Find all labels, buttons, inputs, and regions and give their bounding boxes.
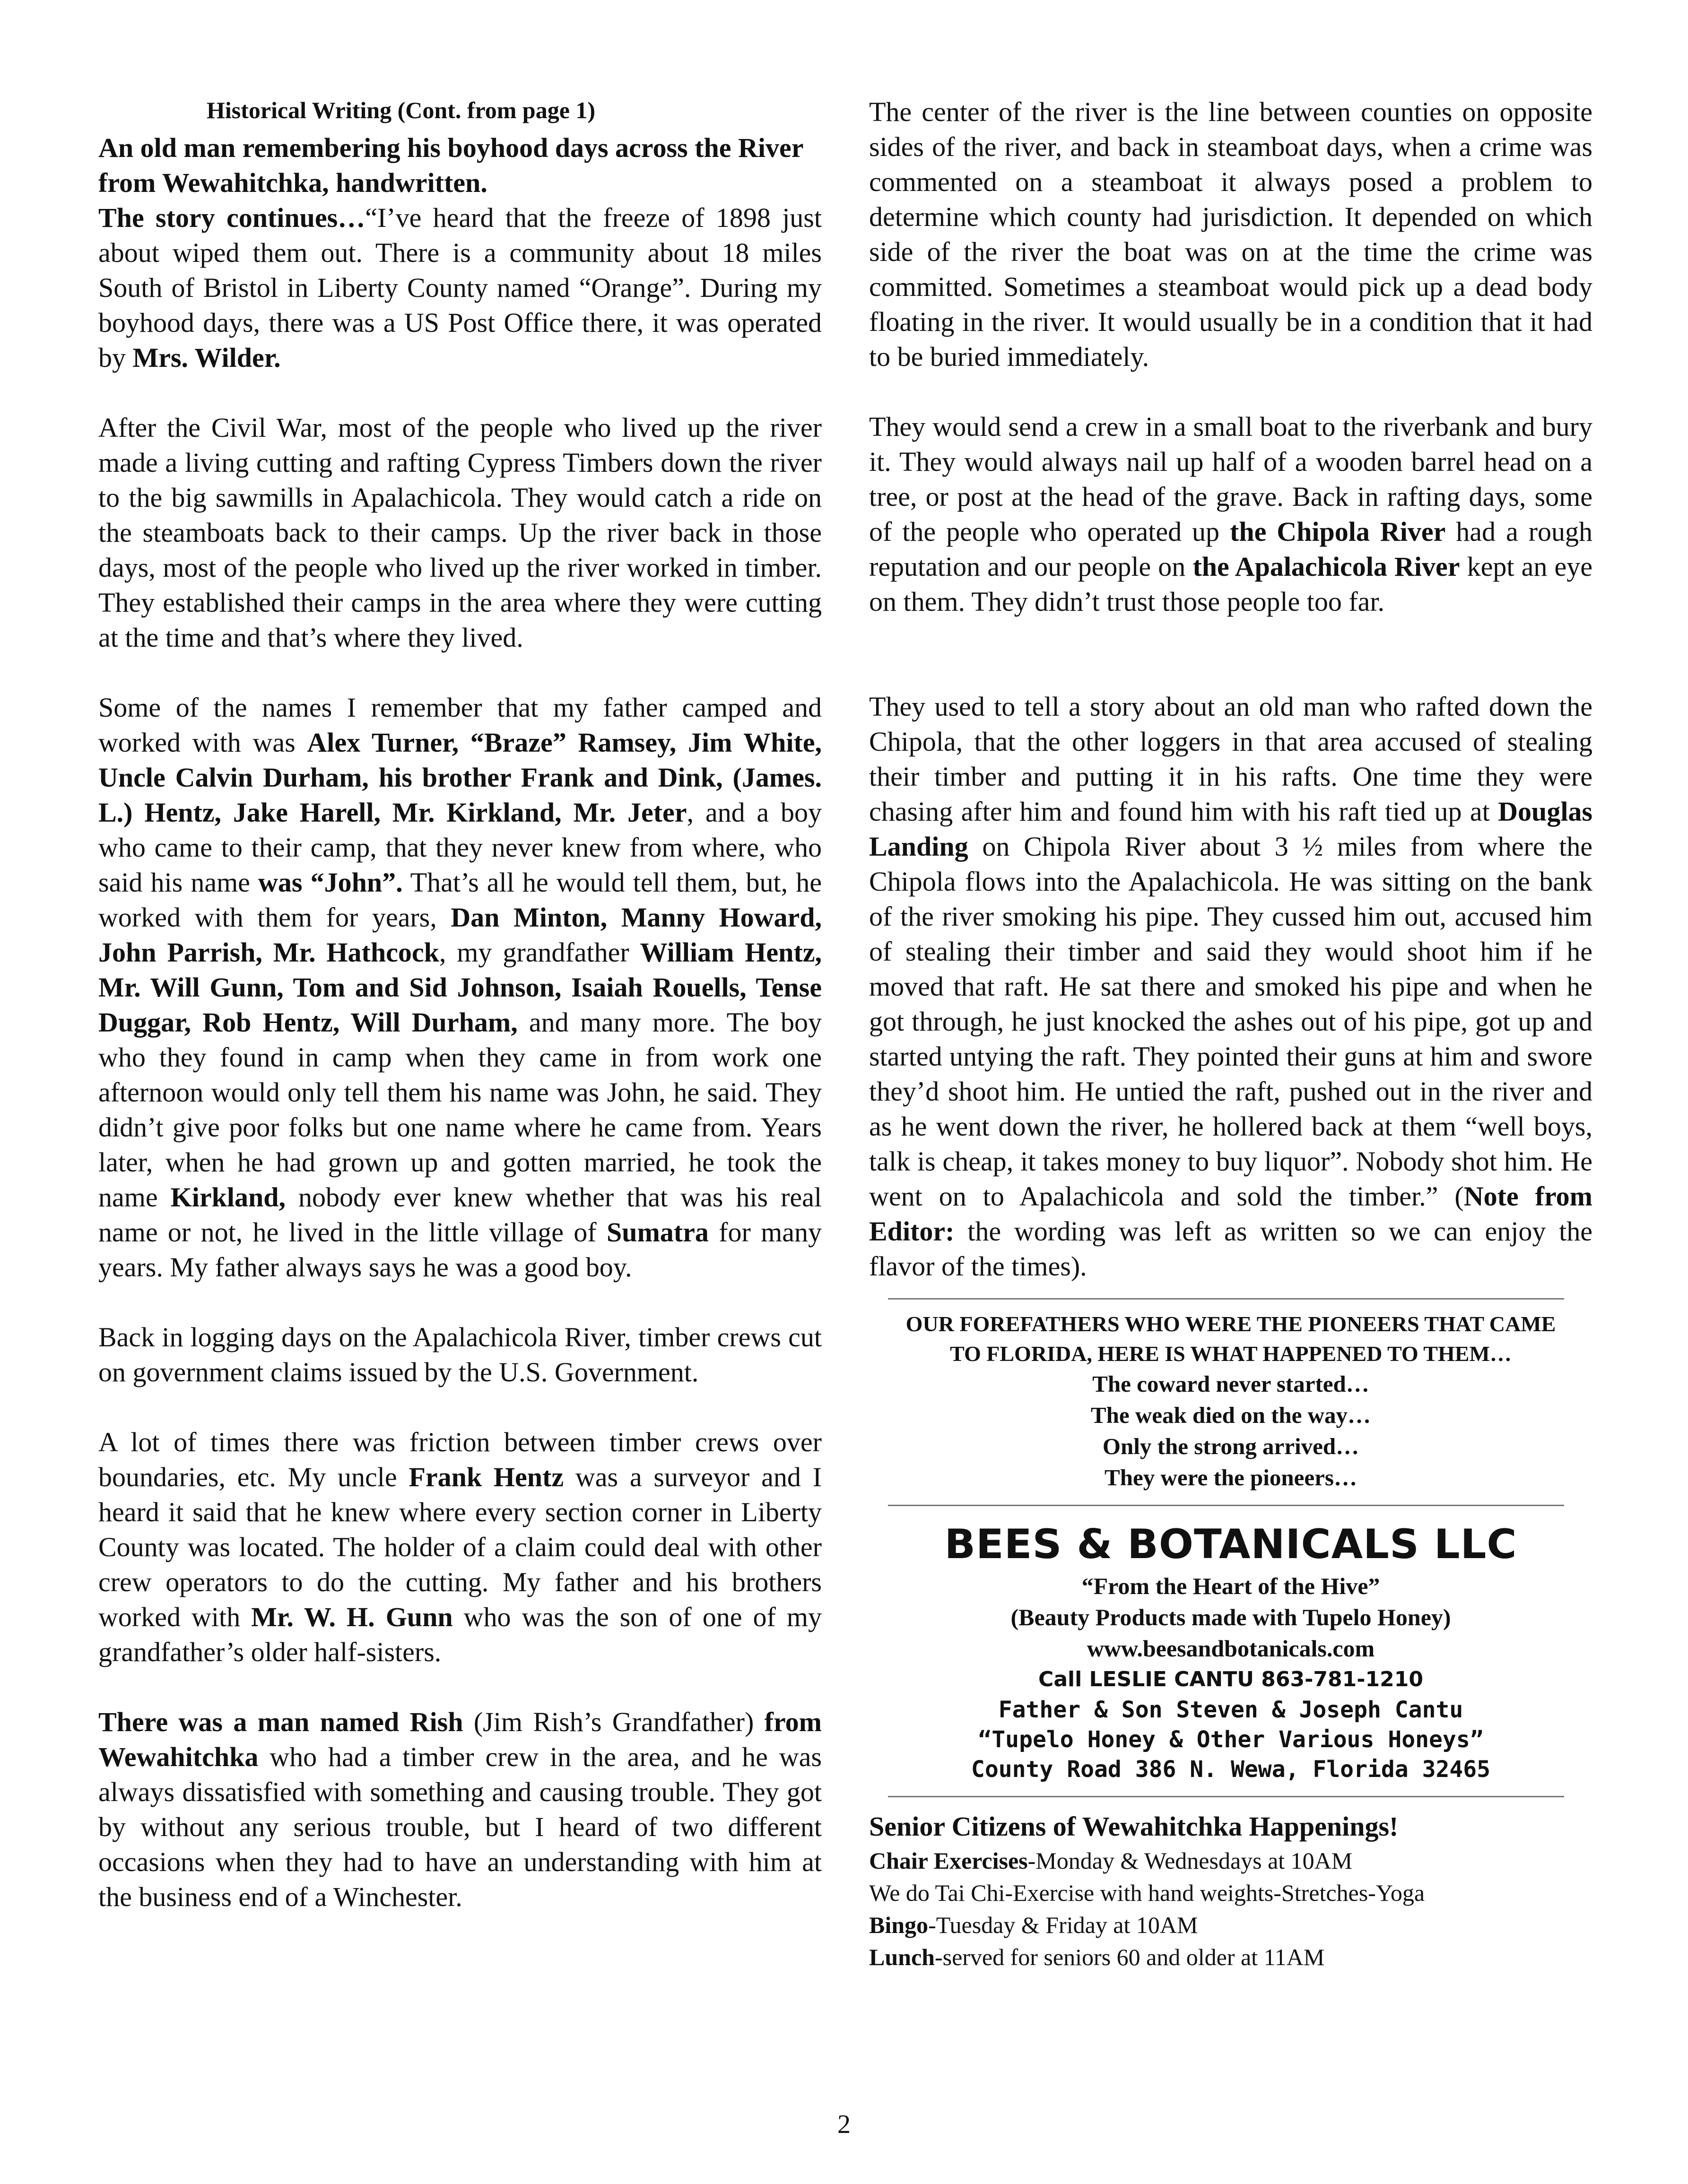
text-run: “I’ve heard that the freeze of 1898 just about wiped them out. There is a community about 18 miles South of Bristol in Liberty County named “Orange”. During my boyhood days, there was a US Post Office there, it was operated by: [98, 202, 822, 373]
text-run: A lot of times there was friction between timber crews over boundaries, etc. My uncle: [98, 1427, 822, 1492]
bold-text: Bingo: [869, 1912, 929, 1938]
senior-line: [869, 1845, 1592, 1877]
article-paragraph: [869, 95, 1592, 374]
bold-text: Frank Hentz: [409, 1462, 564, 1492]
bold-text: Note from Editor:: [869, 1181, 1592, 1247]
text-run: -Tuesday & Friday at 10AM: [928, 1912, 1198, 1938]
text-run: The center of the river is the line between counties on opposite sides of the river, and back in steamboat days, when a crime was commented on a steamboat it always posed a problem to determine which county had jurisdiction. It depended on which side of the river the boat was on at the time the crime was committed. Sometimes a steamboat would pick up a dead body floating in the river. It would usually be in a condition that it had to be buried immediately.: [869, 96, 1592, 372]
bold-text: William Hentz, Mr. Will Gunn, Tom and Sid Johnson, Isaiah Rouells, Tense Duggar, Rob Hentz, Will Durham,: [98, 937, 822, 1038]
article-paragraph: [98, 1705, 822, 1915]
text-run: and many more. The boy who they found in camp when they came in from work one afternoon would only tell them his name was John, he said. They didn’t give poor folks but one name where he came from. Years later, when he had grown up and gotten married, he took the name: [98, 1007, 822, 1213]
article-paragraph: [98, 1425, 822, 1670]
bold-text: Mr. W. H. Gunn: [251, 1602, 453, 1632]
text-run: -served for seniors 60 and older at 11AM: [934, 1944, 1325, 1970]
text-run: We do Tai Chi-Exercise with hand weights-Stretches-Yoga: [869, 1880, 1425, 1906]
senior-citizens-section: [869, 1797, 1592, 1973]
pioneers-line: Only the strong arrived…: [1102, 1433, 1359, 1459]
article-paragraph: [98, 1320, 822, 1390]
page-number: 2: [837, 2110, 851, 2139]
bold-text: Dan Minton, Manny Howard, John Parrish, Mr. Hathcock: [98, 902, 822, 968]
text-run: kept an eye on them. They didn’t trust those people too far.: [869, 551, 1592, 617]
ad-title: BEES & BOTANICALS LLC: [944, 1521, 1517, 1568]
bold-text: the Apalachicola River: [1192, 551, 1460, 582]
text-run: That’s all he would tell them, but, he worked with them for years,: [98, 867, 822, 933]
bold-text: the Chipola River: [1230, 516, 1446, 547]
article-headline: An old man remembering his boyhood days across the River from Wewahitchka, handwritten.: [98, 132, 803, 198]
bold-text: Mrs. Wilder.: [132, 342, 281, 373]
bold-text: Lunch: [869, 1944, 935, 1970]
bold-text: There was a man named Rish: [98, 1707, 463, 1737]
text-run: nobody ever knew whether that was his real name or not, he lived in the little village of: [98, 1182, 822, 1248]
bold-text: from Wewahitchka: [98, 1707, 822, 1772]
bold-text: Kirkland,: [170, 1182, 286, 1213]
text-run: They used to tell a story about an old man who rafted down the Chipola, that the other loggers in that area accused of stealing their timber and putting it in his rafts. One time they were chasing after him and found him with his raft tied up at: [869, 691, 1592, 827]
text-run: who was the son of one of my grandfather’s older half-sisters.: [98, 1602, 822, 1667]
senior-title: Senior Citizens of Wewahitchka Happenings!: [869, 1811, 1399, 1842]
text-run: had a rough reputation and our people on: [869, 516, 1592, 582]
text-run: They would send a crew in a small boat to the riverbank and bury it. They would always nail up half of a wooden barrel head on a tree, or post at the head of the grave. Back in rafting days, some of the people who operated up: [869, 411, 1592, 547]
pioneers-line: The weak died on the way…: [1090, 1402, 1371, 1428]
ad-address: County Road 386 N. Wewa, Florida 32465: [971, 1756, 1491, 1783]
pioneers-line: The coward never started…: [1092, 1371, 1369, 1397]
ad-call: Call LESLIE CANTU 863-781-1210: [1038, 1667, 1423, 1691]
article-paragraph: [98, 410, 822, 655]
bees-botanicals-ad: [869, 1506, 1592, 1796]
text-run: for many years. My father always says he was a good boy.: [98, 1217, 822, 1283]
text-run: Back in logging days on the Apalachicola River, timber crews cut on government claims issued by the U.S. Government.: [98, 1322, 822, 1387]
ad-tagline: “From the Heart of the Hive”: [1081, 1573, 1380, 1599]
left-column: [98, 95, 822, 1915]
bold-text: was “John”.: [258, 867, 403, 898]
pioneers-heading: OUR FOREFATHERS WHO WERE THE PIONEERS THAT CAME TO FLORIDA, HERE IS WHAT HAPPENED TO THEM…: [905, 1312, 1556, 1366]
senior-line: [869, 1909, 1592, 1941]
article-paragraph: [869, 409, 1592, 619]
bold-text: Douglas Landing: [869, 796, 1592, 862]
ad-owners: Father & Son Steven & Joseph Cantu: [998, 1697, 1463, 1723]
ad-honeys: “Tupelo Honey & Other Various Honeys”: [978, 1726, 1484, 1753]
senior-line: [869, 1941, 1592, 1973]
text-run: Some of the names I remember that my father camped and worked with was: [98, 692, 822, 758]
text-run: who had a timber crew in the area, and he was always dissatisfied with something and causing trouble. They got by without any serious trouble, but I heard of two different occasions when they had to have an understanding with him at the business end of a Winchester.: [98, 1742, 822, 1912]
ad-products: (Beauty Products made with Tupelo Honey): [1010, 1604, 1451, 1630]
right-column: [869, 95, 1592, 1973]
bold-text: The story continues…: [98, 202, 365, 233]
pioneers-box: [869, 1300, 1592, 1505]
article-paragraph: [98, 690, 822, 1285]
bold-text: Chair Exercises: [869, 1847, 1028, 1874]
article-paragraph: [98, 200, 822, 375]
article-paragraph: [869, 689, 1592, 1284]
text-run: (Jim Rish’s Grandfather): [463, 1707, 765, 1737]
text-run: was a surveyor and I heard it said that he knew where every section corner in Liberty County was located. The holder of a claim could deal with other crew operators to do the cutting. My father and his brothers worked with: [98, 1462, 822, 1632]
text-run: -Monday & Wednesdays at 10AM: [1027, 1847, 1353, 1874]
text-run: on Chipola River about 3 ½ miles from where the Chipola flows into the Apalachicola. He was sitting on the bank of the river smoking his pipe. They cussed him out, accused him of stealing their timber and said they would shoot him if he moved that raft. He sat there and smoked his pipe and when he got through, he just knocked the ashes out of his pipe, got up and started untying the raft. They pointed their guns at him and swore they’d shoot him. He untied the raft, pushed out in the river and as he went down the river, he hollered back at them “well boys, talk is cheap, it takes money to buy liquor”. Nobody shot him. He went on to Apalachicola and sold the timber.” (: [869, 831, 1592, 1212]
section-kicker: Historical Writing (Cont. from page 1): [206, 97, 596, 123]
pioneers-line: They were the pioneers…: [1105, 1465, 1357, 1491]
ad-website[interactable]: www.beesandbotanicals.com: [1087, 1635, 1375, 1662]
senior-line: [869, 1877, 1592, 1909]
bold-text: Sumatra: [606, 1217, 709, 1248]
text-run: , and a boy who came to their camp, that they never knew from where, who said his name: [98, 797, 822, 898]
bold-text: Alex Turner, “Braze” Ramsey, Jim White, Uncle Calvin Durham, his brother Frank and Dink, (James. L.) Hentz, Jake Harell, Mr. Kirkland, Mr. Jeter: [98, 727, 822, 828]
text-run: the wording was left as written so we can enjoy the flavor of the times).: [869, 1216, 1592, 1282]
text-run: After the Civil War, most of the people who lived up the river made a living cutting and rafting Cypress Timbers down the river to the big sawmills in Apalachicola. They would catch a ride on the steamboats back to their camps. Up the river back in those days, most of the people who lived up the river worked in timber. They established their camps in the area where they were cutting at the time and that’s where they lived.: [98, 412, 822, 653]
text-run: , my grandfather: [439, 937, 640, 968]
